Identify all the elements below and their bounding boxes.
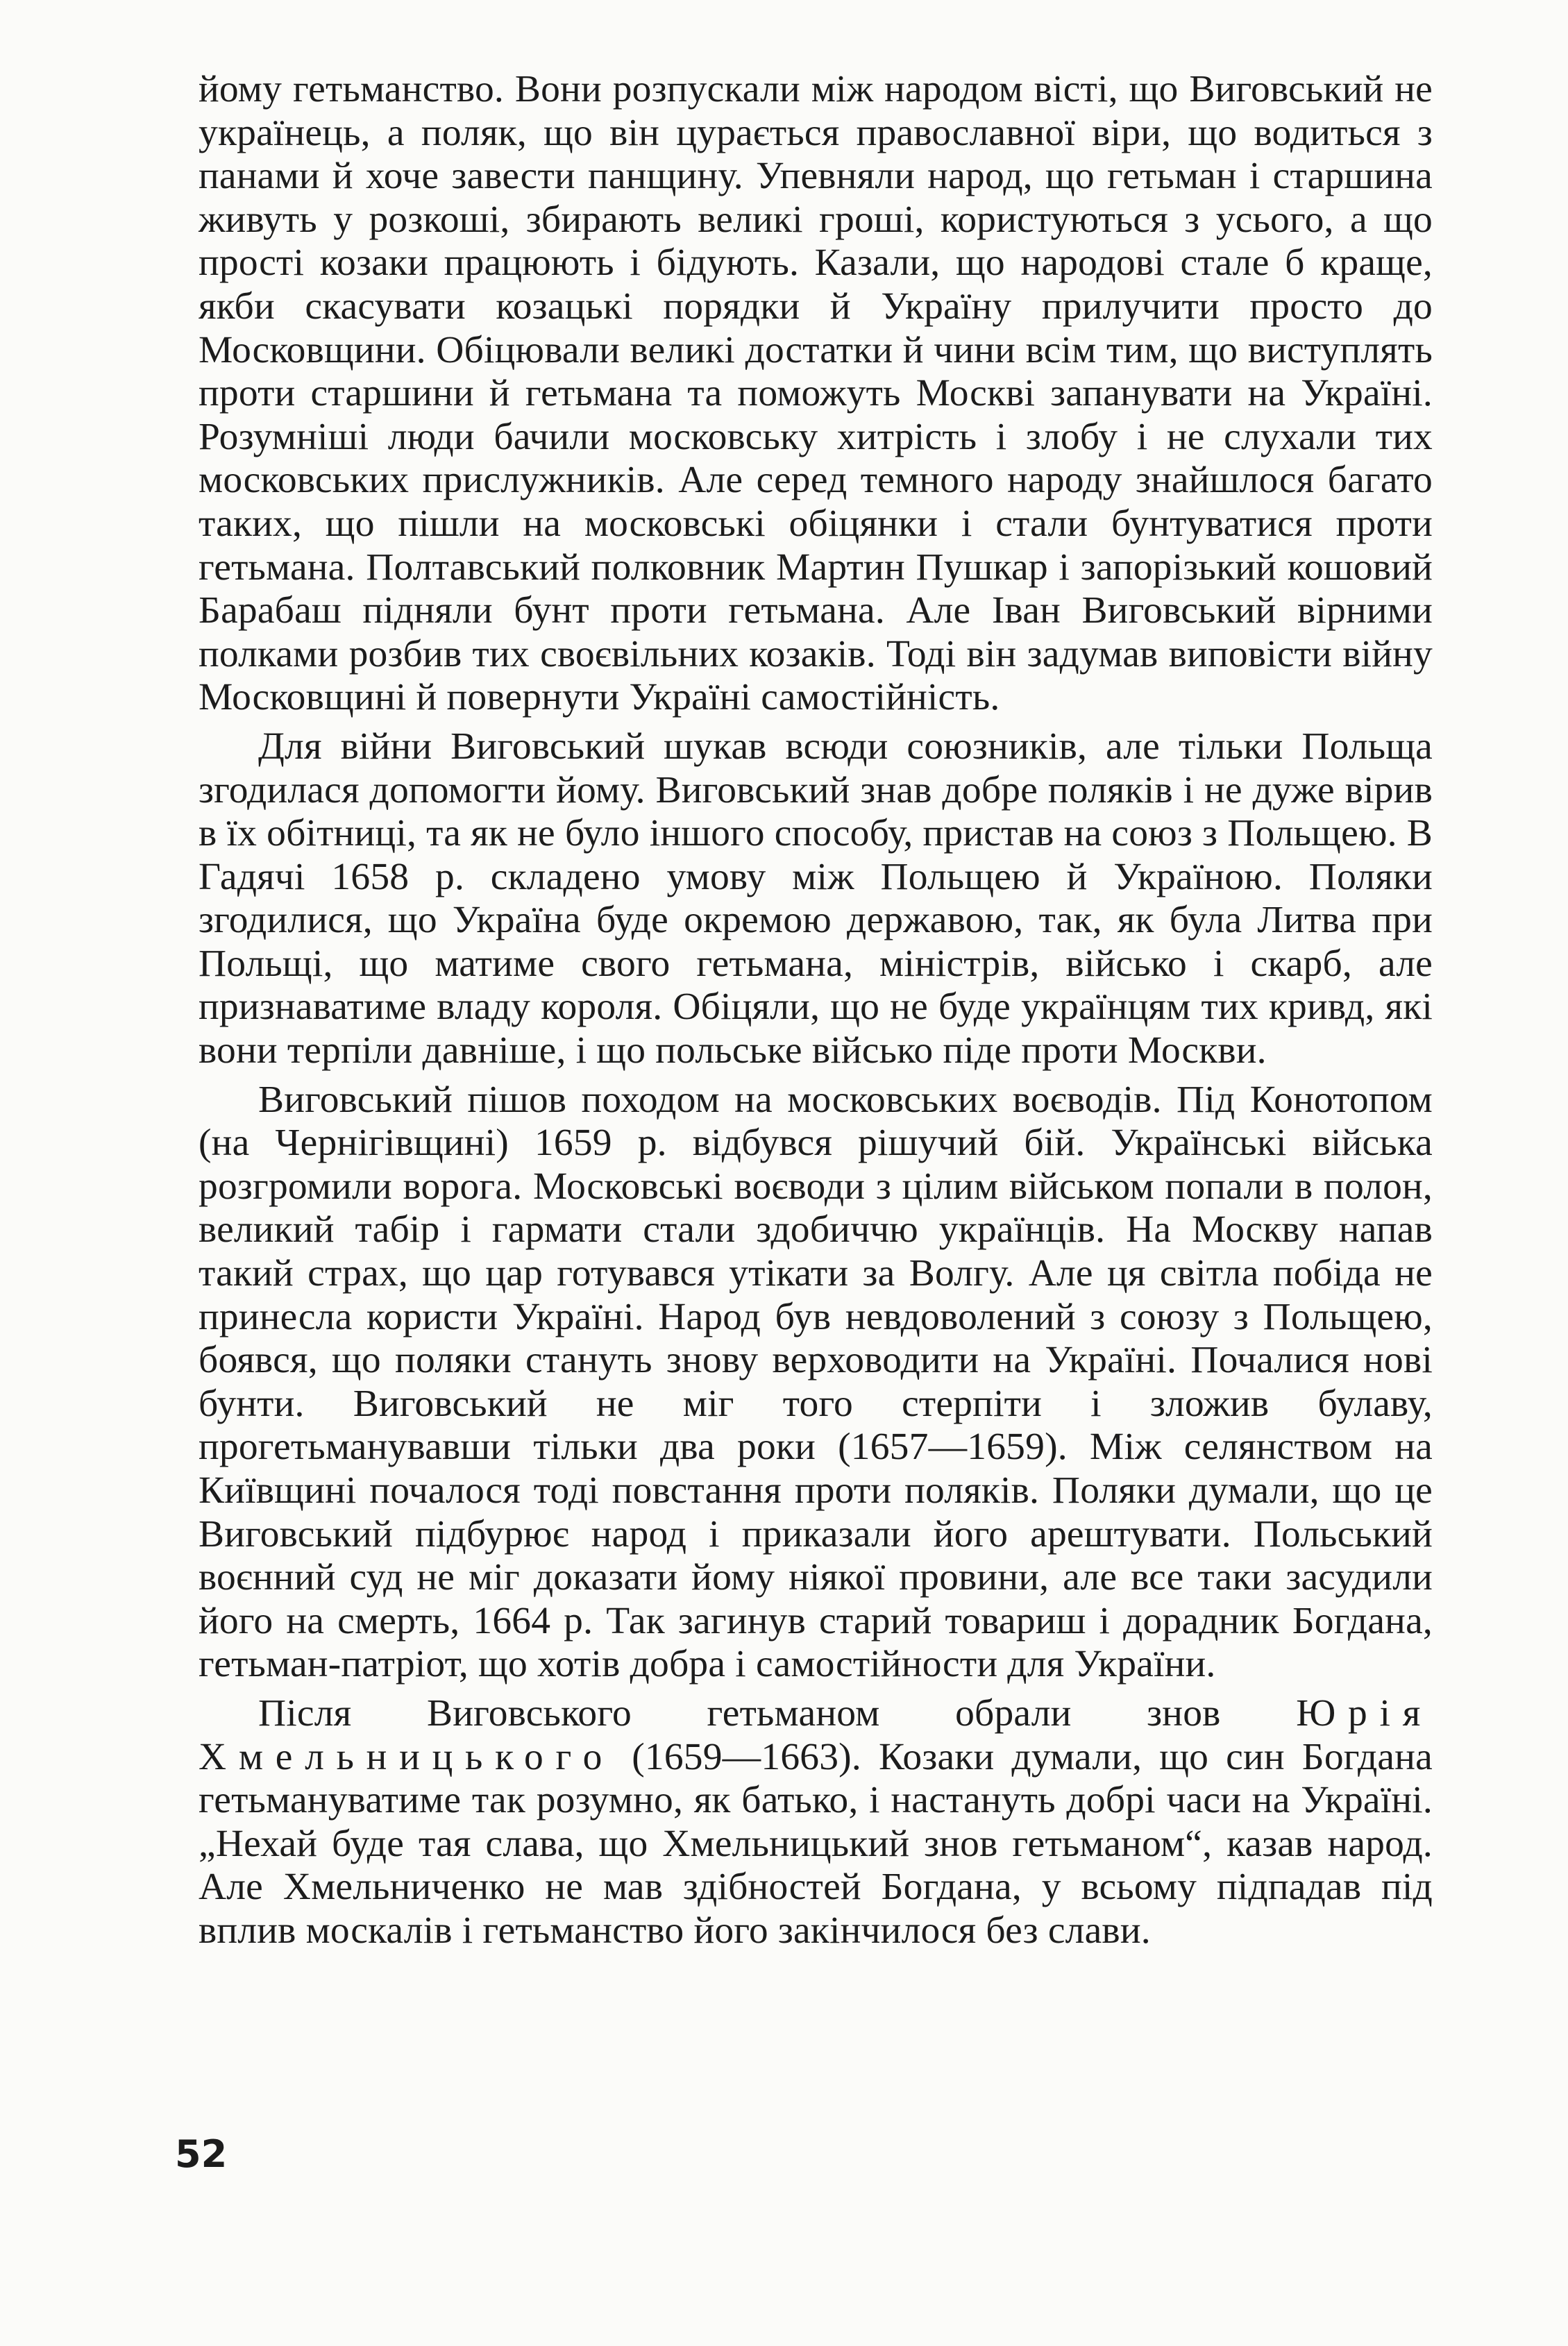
page-body — [199, 68, 1433, 1953]
paragraph-4-end: (1659—1663). Козаки думали, що син Богдана гетьмануватиме так розумно, як батько, і настануть добрі часи на Україні. „Нехай буде тая слава, що Хмельницький знов гетьманом“, казав народ. Але Хмельниченко не мав здібностей Богдана, у всьому підпадав під вплив москалів і гетьманство його закінчилося без слави. — [199, 1735, 1433, 1952]
paragraph-3: Виговський пішов походом на московських воєводів. Під Конотопом (на Чернігівщині) 1659 р. відбувся рішучий бій. Українські війська розгромили ворога. Московські воєводи з цілим військом попали в полон, великий табір і гармати стали здобиччю українців. На Москву напав такий страх, що цар готувався утікати за Волгу. Але ця світла побіда не принесла користи Україні. Народ був невдоволений з союзу з Польщею, боявся, що поляки стануть знову верховодити на Україні. Почалися нові бунти. Виговський не міг того стерпіти і зложив булаву, прогетьманувавши тільки два роки (1657—1659). Між селянством на Київщині почалося тоді повстання проти поляків. Поляки думали, що це Виговський підбурює народ і приказали його арештувати. Польський воєнний суд не міг доказати йому ніякої провини, але все таки засудили його на смерть, 1664 р. Так загинув старий товариш і дорадник Богдана, гетьман-патріот, що хотів добра і самостійности для України. — [199, 1078, 1433, 1686]
paragraph-4 — [199, 1692, 1433, 1953]
paragraph-2: Для війни Виговський шукав всюди союзників, але тільки Польща згодилася допомогти йому. Виговський знав добре поляків і не дуже вірив в їх обітниці, та як не було іншого способу, пристав на союз з Польщею. В Гадячі 1658 р. складено умову між Польщею й Україною. Поляки згодилися, що Україна буде окремою державою, так, як була Литва при Польщі, що матиме свого гетьмана, міністрів, військо і скарб, але признаватиме владу короля. Обіцяли, що не буде українцям тих кривд, які вони терпіли давніше, і що польське військо піде проти Москви. — [199, 725, 1433, 1072]
paragraph-4-start: Після Виговського гетьманом обрали знов — [258, 1691, 1297, 1735]
page-number: 52 — [175, 2132, 228, 2176]
emphasized-name: Юрія Хмельницького — [199, 1691, 1433, 1778]
paragraph-1: йому гетьманство. Вони розпускали між народом вісті, що Виговський не українець, а поляк, що він цурається православної віри, що водиться з панами й хоче завести панщину. Упевняли народ, що гетьман і старшина живуть у розкоші, збирають великі гроші, користуються з усього, а що прості козаки працюють і бідують. Казали, що народові стале б краще, якби скасувати козацькі порядки й Україну прилучити просто до Московщини. Обіцювали великі достатки й чини всім тим, що виступлять проти старшини й гетьмана та поможуть Москві запанувати на Україні. Розумніші люди бачили московську хитрість і злобу і не слухали тих московських прислужників. Але серед темного народу знайшлося багато таких, що пішли на московські обіцянки і стали бунтуватися проти гетьмана. Полтавський полковник Мартин Пушкар і запорізький кошовий Барабаш підняли бунт проти гетьмана. Але Іван Виговський вірними полками розбив тих своєвільних козаків. Тоді він задумав виповісти війну Московщині й повернути Україні самостійність. — [199, 68, 1433, 719]
